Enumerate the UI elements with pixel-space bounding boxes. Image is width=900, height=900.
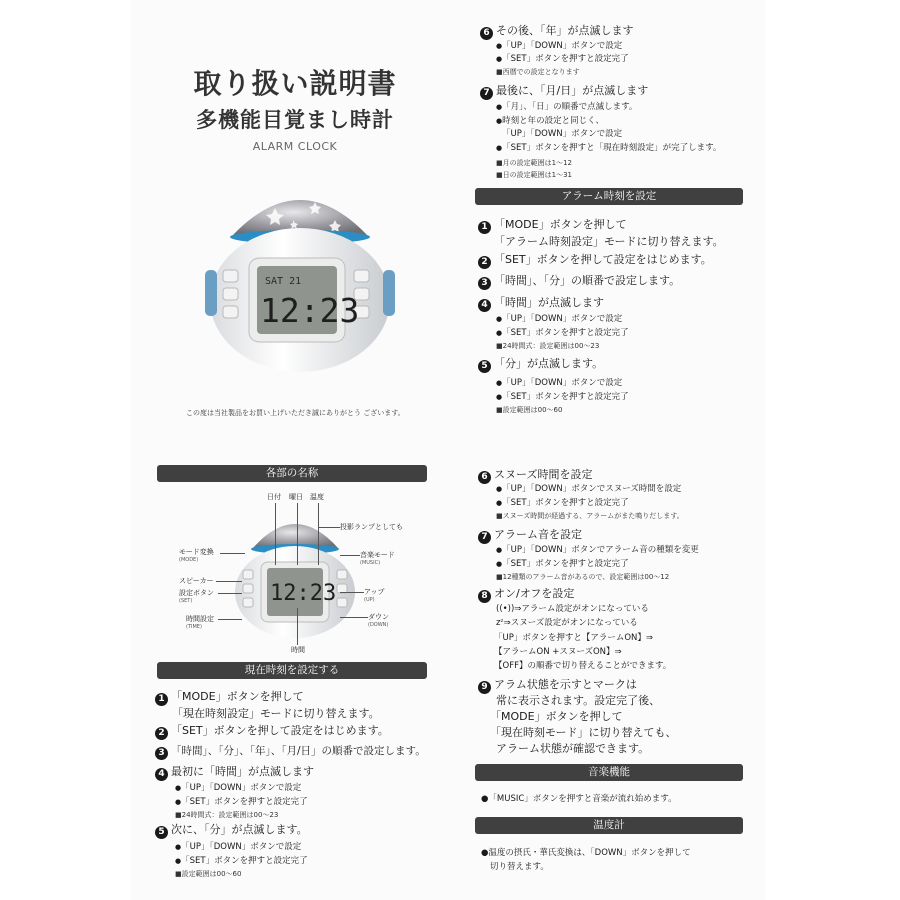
ct-step3: 3 「時間」、「分」、「年」、「月/日」の順番で設定します。 [155, 744, 426, 760]
al-step5-b2: ●「SET」ボタンを押すと設定完了 [496, 392, 629, 402]
current-time-heading: 現在時刻を設定する [157, 662, 427, 679]
ct-step4-note: ■24時間式：設定範囲は00～23 [175, 811, 279, 819]
ct-step2: 2 「SET」ボタンを押して設定をはじめます。 [155, 724, 389, 740]
manual-subtitle: 多機能目覚まし時計 [196, 108, 394, 132]
label-mode: モード変換 (MODE) [179, 548, 214, 563]
rt-step7-b2b: 「UP」「DOWN」ボタンで設定 [502, 129, 623, 139]
sn-step7: 7 アラーム音を設定 [478, 528, 582, 544]
sn-step8-l2: zᶻ⇒スヌーズ設定がオンになっている [496, 618, 638, 628]
alarm-heading: アラーム時刻を設定 [475, 188, 743, 205]
sn-step9-d: 「現在時刻モード」に切り替えても、 [490, 726, 677, 739]
al-step4: 4 「時間」が点滅します [478, 296, 604, 312]
rt-step7: 7 最後に、「月/日」が点滅します [480, 84, 648, 100]
ct-step5: 5 次に、「分」が点滅します。 [155, 823, 308, 839]
rt-step6-b1: ●「UP」「DOWN」ボタンで設定 [496, 41, 623, 51]
rt-step7-b1: ●「月」、「日」の順番で点滅します。 [496, 102, 638, 112]
label-time-set: 時間設定 (TIME) [186, 615, 214, 630]
sn-step8: 8 オン/オフを設定 [478, 587, 574, 603]
al-step5-note: ■設定範囲は00～60 [496, 406, 563, 414]
ct-step5-note: ■設定範囲は00～60 [175, 870, 242, 878]
sn-step8-l5: 【OFF】の順番で切り替えることができます。 [494, 661, 672, 671]
rt-step7-b2: ●時刻と年の設定と同じく、 [496, 116, 604, 126]
label-down: ダウン (DOWN) [368, 613, 389, 628]
rt-step7-b3: ●「SET」ボタンを押すと「現在時刻設定」が完了します。 [496, 143, 722, 153]
label-time: 時間 [291, 646, 305, 654]
al-step4-note: ■24時間式：設定範囲は00～23 [496, 342, 600, 350]
temperature-text-b: 切り替えます。 [490, 862, 549, 872]
clock-product-image [205, 180, 395, 380]
sn-step7-note: ■12種類のアラーム音があるので、設定範囲は00～12 [496, 573, 670, 581]
label-temperature: 温度 [310, 493, 324, 501]
label-speaker: スピーカー [179, 577, 214, 585]
al-step3: 3 「時間」、「分」の順番で設定します。 [478, 274, 680, 290]
sn-step8-l1: ((•))⇒アラーム設定がオンになっている [496, 604, 649, 614]
rt-step7-note1: ■月の設定範囲は1～12 [496, 159, 572, 167]
ct-step5-b1: ●「UP」「DOWN」ボタンで設定 [175, 842, 302, 852]
svg-text:SAT 21: SAT 21 [265, 276, 302, 287]
parts-heading: 各部の名称 [157, 465, 427, 482]
ct-step1-b: 「現在時刻設定」モードに切り替えます。 [172, 707, 380, 720]
sn-step7-b1: ●「UP」「DOWN」ボタンでアラーム音の種類を変更 [496, 545, 699, 555]
sn-step6-b1: ●「UP」「DOWN」ボタンでスヌーズ時間を設定 [496, 484, 682, 494]
al-step5-b1: ●「UP」「DOWN」ボタンで設定 [496, 378, 623, 388]
sn-step9: 9 アラム状態を示すとマークは [478, 678, 637, 694]
temperature-heading: 温度計 [475, 817, 743, 834]
thanks-note: この度は当社製品をお買い上げいただき誠にありがとう ございます。 [186, 409, 405, 417]
sn-step9-e: アラーム状態が確認できます。 [496, 742, 650, 755]
rt-step6: 6 その後、「年」が点滅します [480, 24, 634, 40]
al-step2: 2 「SET」ボタンを押して設定をはじめます。 [478, 253, 712, 269]
music-heading: 音楽機能 [475, 764, 743, 781]
music-text: ●「MUSIC」ボタンを押すと音楽が流れ始めます。 [481, 794, 677, 804]
sn-step9-b: 常に表示されます。設定完了後、 [496, 694, 661, 707]
svg-text:12:23: 12:23 [260, 291, 360, 330]
label-projector: 投影ランプとしても [340, 523, 403, 531]
manual-title: 取り扱い説明書 [193, 67, 397, 100]
ct-step4-b1: ●「UP」「DOWN」ボタンで設定 [175, 783, 302, 793]
sn-step7-b2: ●「SET」ボタンを押すと設定完了 [496, 559, 629, 569]
al-step1-b: 「アラーム時刻設定」モードに切り替えます。 [494, 235, 724, 248]
label-set: 設定ボタン (SET) [179, 589, 214, 604]
rt-step6-note: ■西暦での設定となります [496, 68, 580, 76]
ct-step4-b2: ●「SET」ボタンを押すと設定完了 [175, 797, 308, 807]
sn-step6-note: ■スヌーズ時間が経過する、アラームがまた鳴りだします。 [496, 512, 684, 520]
al-step4-b2: ●「SET」ボタンを押すと設定完了 [496, 328, 629, 338]
label-music: 音楽モード (MUSIC) [360, 551, 395, 566]
sn-step6: 6 スヌーズ時間を設定 [478, 468, 592, 484]
rt-step7-note2: ■日の設定範囲は1～31 [496, 171, 572, 179]
al-step1: 1 「MODE」ボタンを押して [478, 218, 627, 234]
ct-step5-b2: ●「SET」ボタンを押すと設定完了 [175, 856, 308, 866]
sn-step9-c: 「MODE」ボタンを押して [490, 710, 623, 723]
sn-step6-b2: ●「SET」ボタンを押すと設定完了 [496, 498, 629, 508]
sn-step8-l3: 「UP」ボタンを押すと【アラームON】⇒ [494, 633, 654, 643]
temperature-text-a: ●温度の摂氏・華氏変換は、「DOWN」ボタンを押して [481, 848, 691, 858]
ct-step1: 1 「MODE」ボタンを押して [155, 690, 304, 706]
label-weekday: 曜日 [289, 493, 303, 501]
al-step5: 5 「分」が点滅します。 [478, 357, 603, 373]
manual-english-title: ALARM CLOCK [252, 140, 338, 153]
ct-step4: 4 最初に「時間」が点滅します [155, 765, 314, 781]
sn-step8-l4: 【アラームON +スヌーズON】⇒ [494, 647, 622, 657]
rt-step6-b2: ●「SET」ボタンを押すと設定完了 [496, 54, 629, 64]
svg-text:12:23: 12:23 [270, 581, 337, 606]
al-step4-b1: ●「UP」「DOWN」ボタンで設定 [496, 314, 623, 324]
label-date: 日付 [267, 493, 281, 501]
label-up: アップ (UP) [364, 588, 385, 603]
